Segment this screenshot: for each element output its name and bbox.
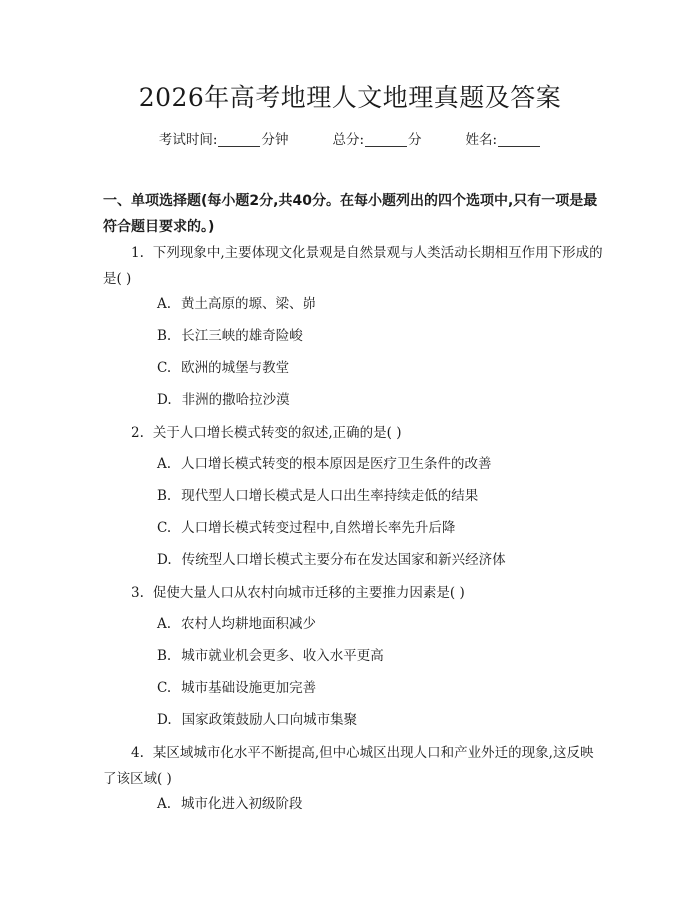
option-text: 农村人均耕地面积减少 xyxy=(181,616,317,632)
option-letter: D. xyxy=(157,712,172,728)
section-heading: 一、单项选择题(每小题2分,共40分。在每小题列出的四个选项中,只有一项是最符合题目要求的。) xyxy=(103,193,598,235)
question-4 xyxy=(103,740,603,792)
option-3d xyxy=(157,709,357,731)
option-text: 现代型人口增长模式是人口出生率持续走低的结果 xyxy=(181,488,479,504)
question-3 xyxy=(103,580,603,606)
question-1 xyxy=(103,240,603,292)
student-name-field xyxy=(466,130,542,150)
option-letter: A. xyxy=(157,296,172,312)
exam-time-field xyxy=(159,130,289,150)
option-3c xyxy=(157,677,316,699)
option-text: 城市化进入初级阶段 xyxy=(181,796,303,812)
option-letter: B. xyxy=(157,648,172,664)
option-2a xyxy=(157,453,492,475)
option-letter: C. xyxy=(157,360,172,376)
option-letter: D. xyxy=(157,392,172,408)
option-text: 城市就业机会更多、收入水平更高 xyxy=(181,648,384,664)
option-text: 传统型人口增长模式主要分布在发达国家和新兴经济体 xyxy=(181,552,506,568)
option-letter: B. xyxy=(157,328,172,344)
question-2 xyxy=(103,420,603,446)
option-1a xyxy=(157,293,316,315)
total-score-blank xyxy=(365,146,407,147)
option-1c xyxy=(157,357,289,379)
question-number: 1. xyxy=(131,245,144,261)
option-letter: C. xyxy=(157,520,172,536)
total-score-label: 总分: xyxy=(332,132,365,148)
question-text: 下列现象中,主要体现文化景观是自然景观与人类活动长期相互作用下形成的是( ) xyxy=(103,245,603,287)
total-score-field xyxy=(332,130,421,150)
option-text: 国家政策鼓励人口向城市集聚 xyxy=(181,712,358,728)
option-3b xyxy=(157,645,384,667)
option-text: 城市基础设施更加完善 xyxy=(181,680,317,696)
question-text: 促使大量人口从农村向城市迁移的主要推力因素是( ) xyxy=(152,585,465,601)
exam-time-label: 考试时间: xyxy=(158,132,218,148)
page-title: 2026年高考地理人文地理真题及答案 xyxy=(138,83,562,112)
option-letter: D. xyxy=(157,552,172,568)
option-2c xyxy=(157,517,455,539)
option-letter: A. xyxy=(157,616,172,632)
question-number: 3. xyxy=(131,585,144,601)
option-text: 人口增长模式转变的根本原因是医疗卫生条件的改善 xyxy=(181,456,492,472)
option-2b xyxy=(157,485,478,507)
question-number: 4. xyxy=(131,745,144,761)
option-2d xyxy=(157,549,506,571)
question-text: 某区域城市化水平不断提高,但中心城区出现人口和产业外迁的现象,这反映了该区域( ) xyxy=(103,745,594,787)
option-text: 人口增长模式转变过程中,自然增长率先升后降 xyxy=(181,520,456,536)
option-letter: B. xyxy=(157,488,172,504)
exam-time-blank xyxy=(218,146,260,147)
option-text: 欧洲的城堡与教堂 xyxy=(181,360,290,376)
student-name-blank xyxy=(498,146,540,147)
option-1d xyxy=(157,389,290,411)
exam-time-unit: 分钟 xyxy=(261,132,289,148)
option-text: 长江三峡的雄奇险峻 xyxy=(181,328,303,344)
question-number: 2. xyxy=(131,425,144,441)
question-text: 关于人口增长模式转变的叙述,正确的是( ) xyxy=(152,425,402,441)
option-text: 黄土高原的塬、梁、峁 xyxy=(181,296,317,312)
total-score-unit: 分 xyxy=(408,132,422,148)
option-1b xyxy=(157,325,303,347)
student-name-label: 姓名: xyxy=(465,132,498,148)
exam-meta xyxy=(0,130,700,150)
option-4a xyxy=(157,793,303,815)
option-letter: A. xyxy=(157,456,172,472)
option-3a xyxy=(157,613,316,635)
option-text: 非洲的撒哈拉沙漠 xyxy=(181,392,290,408)
option-letter: C. xyxy=(157,680,172,696)
option-letter: A. xyxy=(157,796,172,812)
